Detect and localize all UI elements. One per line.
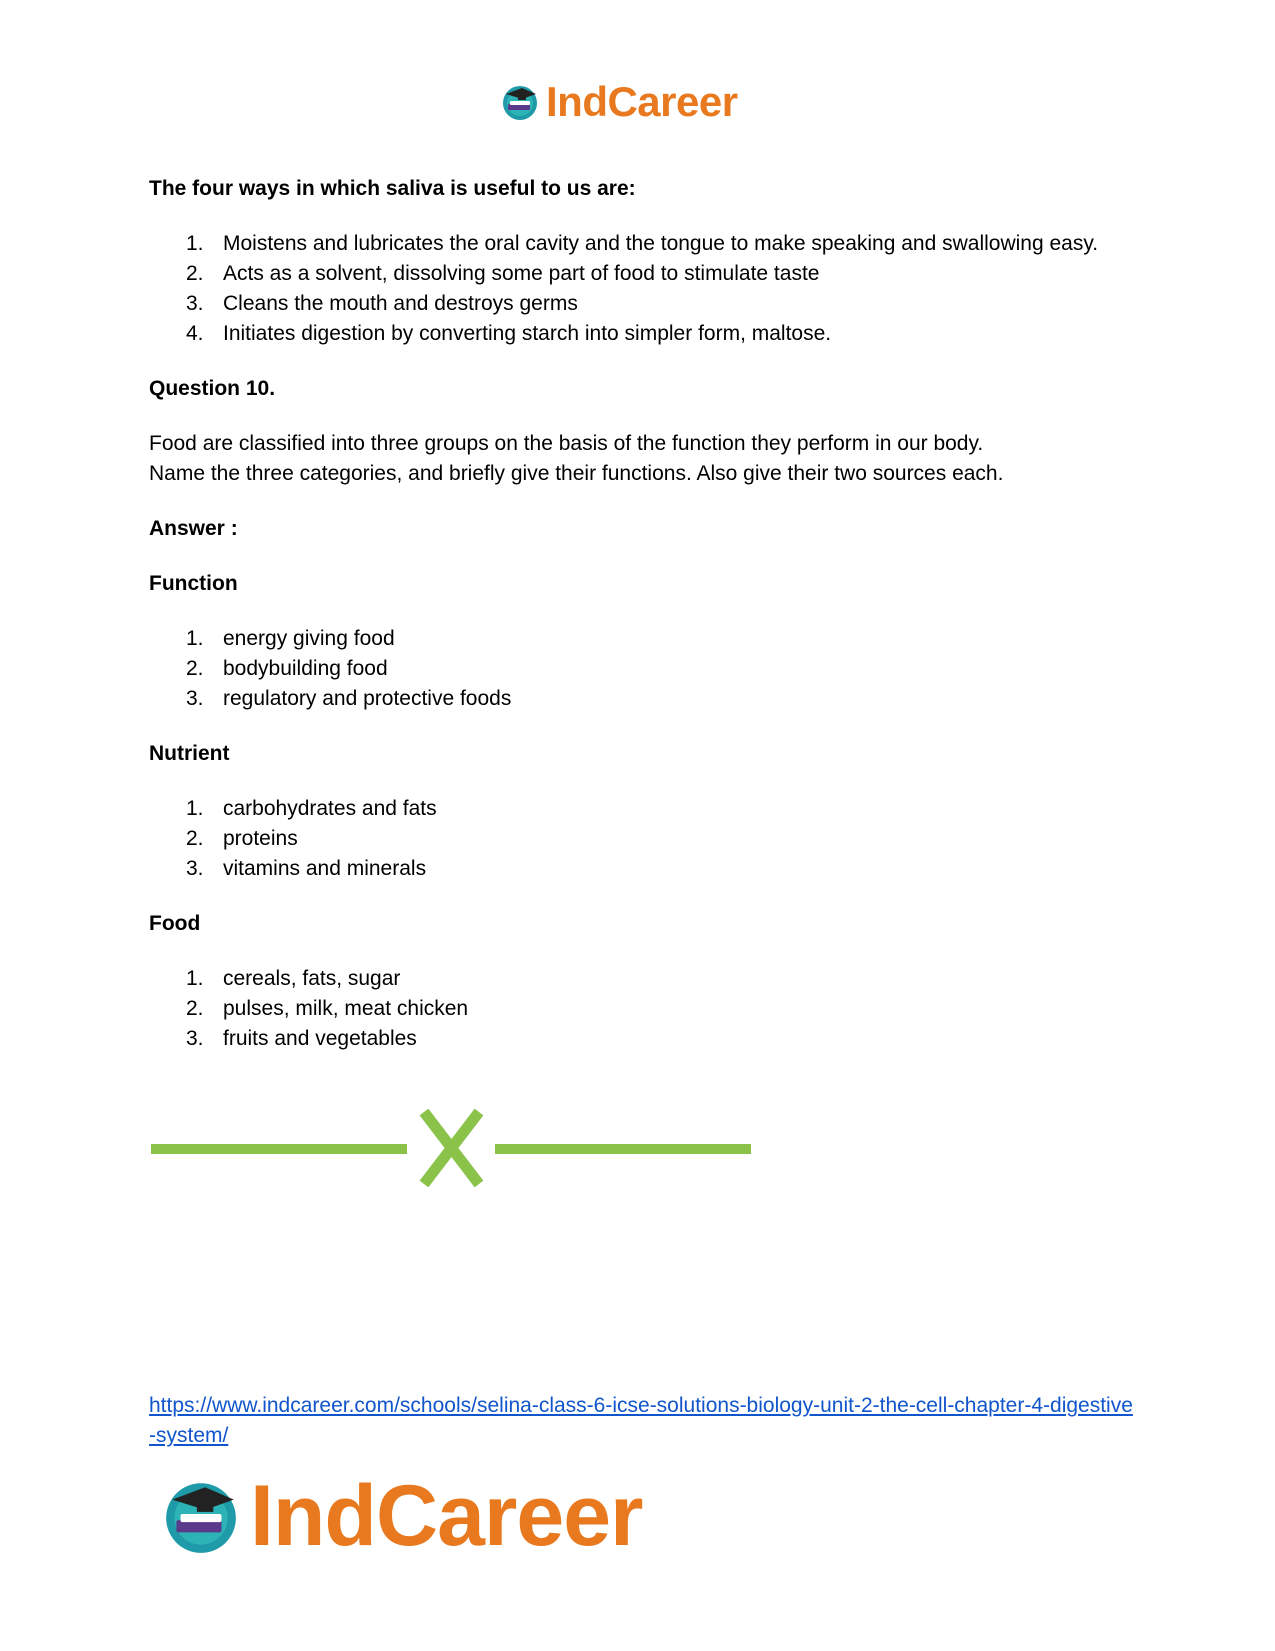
nutrient-heading: Nutrient	[149, 742, 230, 765]
list-item: 2. bodybuilding food	[186, 657, 388, 680]
logo-text: IndCareer	[250, 1467, 643, 1564]
list-item: 1. Moistens and lubricates the oral cavity and the tongue to make speaking and swallowing easy.	[186, 232, 1099, 255]
nutrient-list	[149, 794, 1129, 884]
footer-logo	[160, 1466, 643, 1566]
question-text-line-2: Name the three categories, and briefly give their functions. Also give their two sources each.	[149, 462, 1004, 485]
header-logo	[500, 76, 738, 128]
function-heading: Function	[149, 572, 238, 595]
list-item: 1. energy giving food	[186, 627, 395, 650]
graduation-book-icon	[500, 82, 540, 122]
x-divider-icon	[149, 1108, 753, 1188]
list-item: 1. cereals, fats, sugar	[186, 967, 401, 990]
question-label: Question 10.	[149, 377, 276, 400]
list-item: 2. pulses, milk, meat chicken	[186, 997, 469, 1020]
list-item: 4. Initiates digestion by converting starch into simpler form, maltose.	[186, 322, 832, 345]
list-item: 1. carbohydrates and fats	[186, 797, 437, 820]
answer-label: Answer :	[149, 517, 238, 540]
graduation-book-icon	[160, 1475, 242, 1557]
list-item: 3. vitamins and minerals	[186, 857, 427, 880]
list-item: 2. proteins	[186, 827, 298, 850]
source-link[interactable]: https://www.indcareer.com/schools/selina-class-6-icse-solutions-biology-unit-2-the-cell-chapter-4-digestive-system/	[149, 1394, 1133, 1447]
document-body	[149, 174, 1129, 1079]
list-item: 3. regulatory and protective foods	[186, 687, 512, 710]
section-divider	[149, 1108, 753, 1193]
list-item: 2. Acts as a solvent, dissolving some part of food to stimulate taste	[186, 262, 820, 285]
question-text-line-1: Food are classified into three groups on the basis of the function they perform in our body.	[149, 432, 984, 455]
list-item: 3. fruits and vegetables	[186, 1027, 417, 1050]
food-heading: Food	[149, 912, 201, 935]
saliva-list	[149, 229, 1129, 349]
logo-text: IndCareer	[546, 78, 738, 125]
list-item: 3. Cleans the mouth and destroys germs	[186, 292, 578, 315]
function-list	[149, 624, 1129, 714]
food-list	[149, 964, 1129, 1054]
saliva-heading: The four ways in which saliva is useful to us are:	[149, 177, 636, 200]
